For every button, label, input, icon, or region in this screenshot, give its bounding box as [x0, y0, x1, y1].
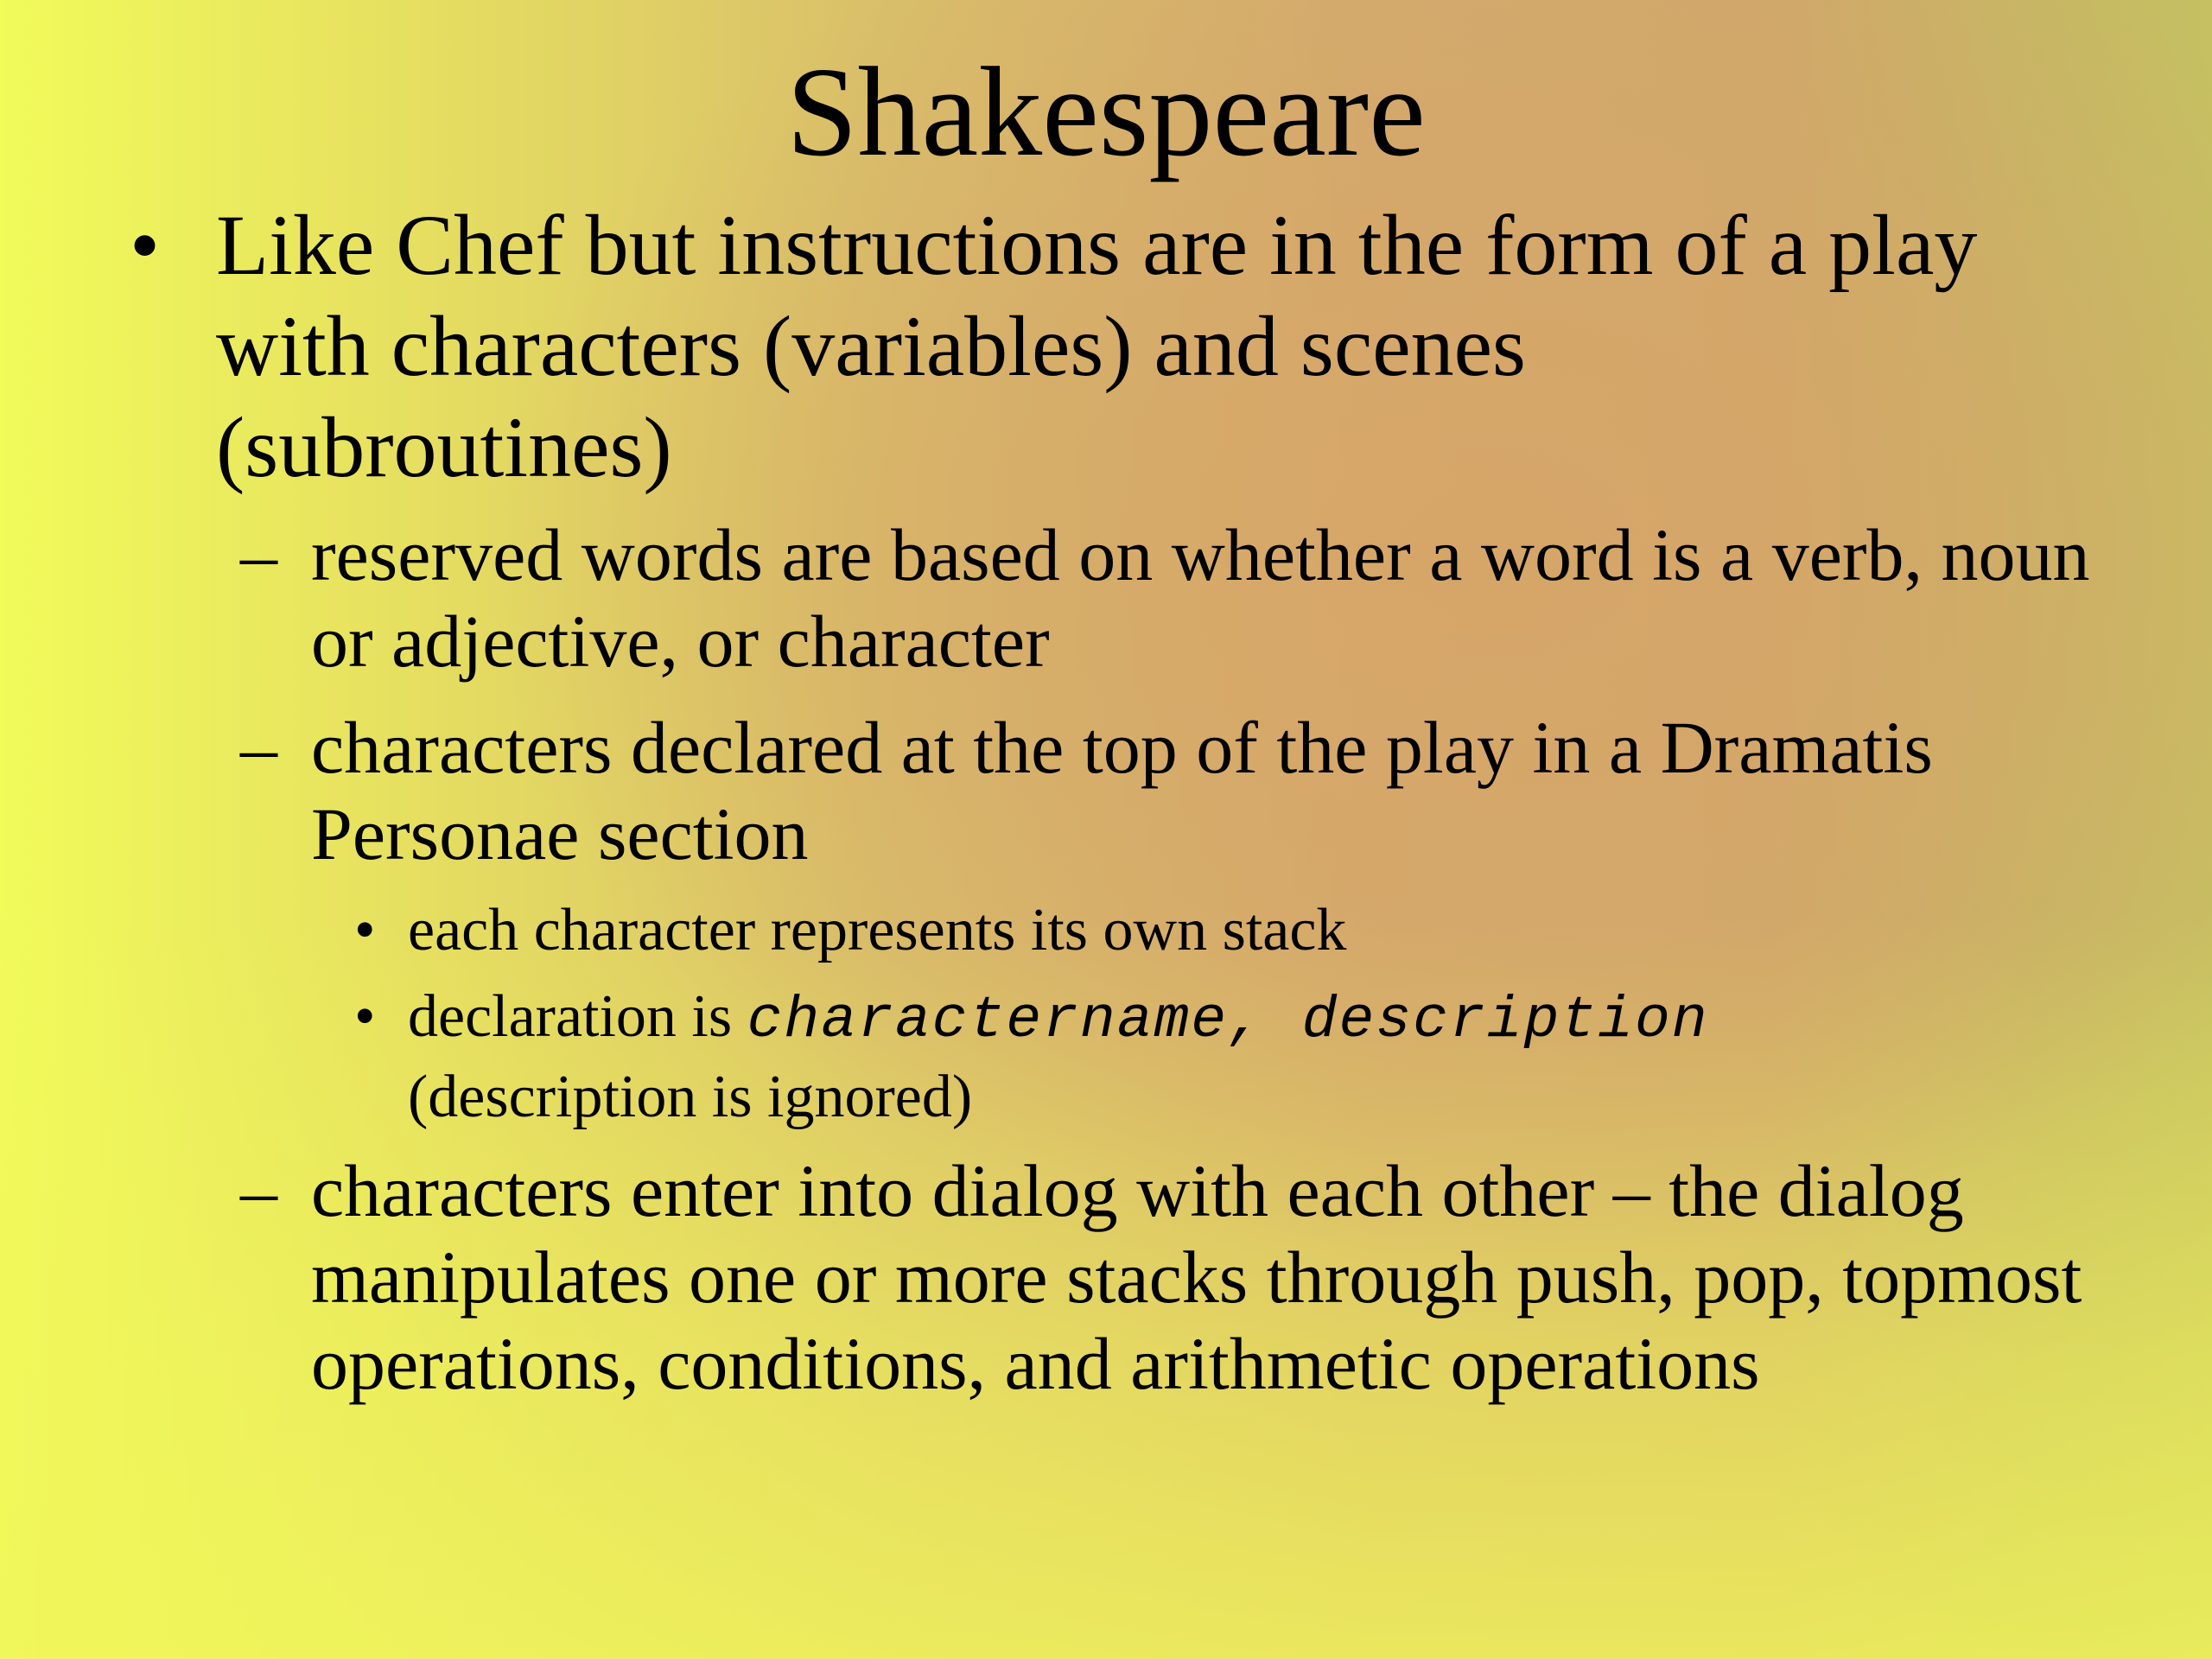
dash-marker: – — [240, 706, 277, 789]
bullet-marker: • — [354, 983, 376, 1050]
dash-marker: – — [240, 513, 277, 596]
sub-sub-bullet-item — [0, 979, 2212, 1135]
declaration-prefix: declaration is — [408, 983, 747, 1050]
sub-sub-bullet-text — [408, 979, 2050, 1135]
bullet-marker: • — [354, 897, 376, 963]
sub-bullet-text: characters enter into dialog with each other – the dialog manipulates one or more stacks through push, pop, topmost operations, conditions, and arithmetic operations — [311, 1149, 2101, 1405]
sub-bullet-text: characters declared at the top of the play in a Dramatis Personae section — [311, 706, 1952, 875]
sub-sub-bullet-item — [0, 893, 2212, 970]
bullet-marker: • — [130, 197, 161, 293]
declaration-note: (description is ignored) — [408, 1064, 973, 1130]
sub-sub-bullet-text: each character represents its own stack — [408, 897, 1347, 963]
slide-title: Shakespeare — [786, 41, 1426, 183]
dash-marker: – — [240, 1149, 277, 1232]
bullet-item — [0, 194, 2212, 505]
sub-bullet-text: reserved words are based on whether a word is a verb, noun or adjective, or character — [311, 513, 2108, 683]
sub-bullet-item — [0, 704, 2212, 886]
declaration-code: charactername, description — [747, 988, 1709, 1054]
sub-bullet-item — [0, 1147, 2212, 1502]
sub-bullet-item — [0, 512, 2212, 693]
bullet-text: Like Chef but instructions are in the form of a play with characters (variables) and scenes (subroutines) — [216, 197, 1999, 495]
